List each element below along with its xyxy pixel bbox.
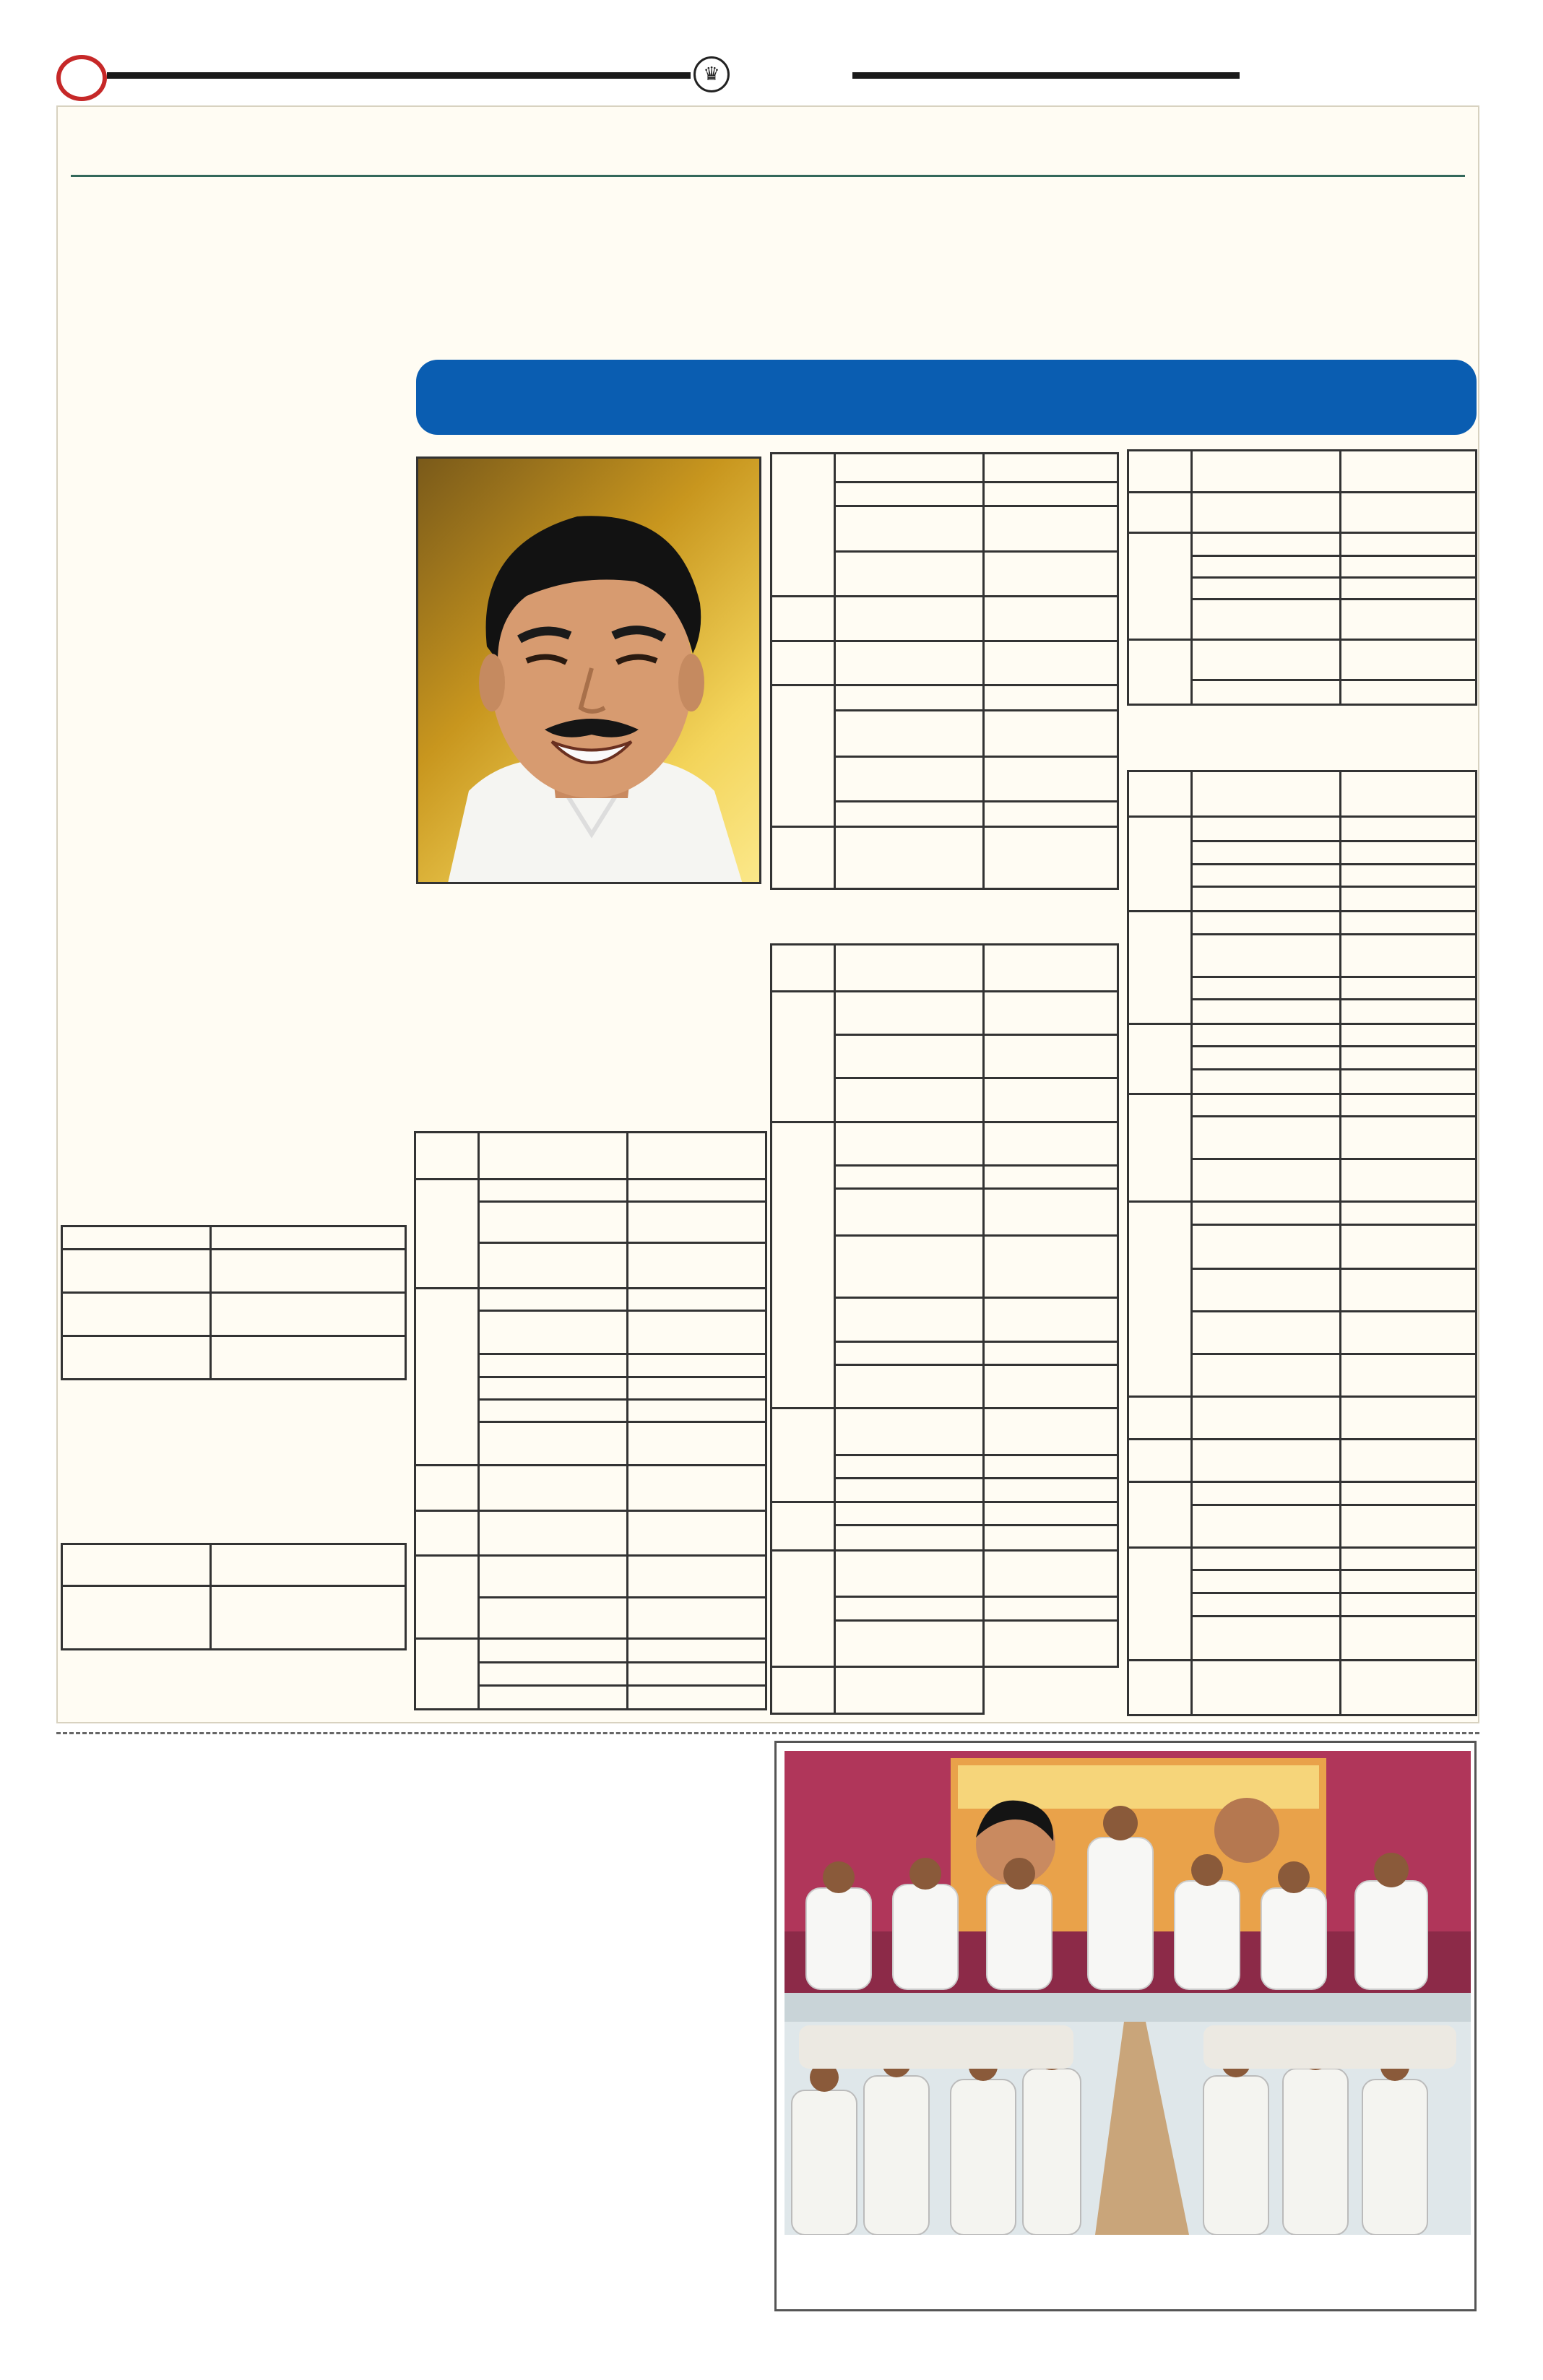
data-table-1 xyxy=(61,1225,407,1380)
data-table-7 xyxy=(1127,770,1477,1716)
header-rule-right xyxy=(852,72,1240,79)
data-table-2 xyxy=(61,1543,407,1650)
elephant-emblem-icon: ♛ xyxy=(693,56,730,92)
data-table-3 xyxy=(414,1131,767,1710)
portrait-image xyxy=(418,459,761,884)
data-table-6 xyxy=(1127,449,1477,706)
leader-portrait-photo xyxy=(416,456,761,884)
header-rule-left xyxy=(107,72,691,79)
page-number-marker xyxy=(56,55,107,101)
data-table-4 xyxy=(770,452,1119,890)
section-rule xyxy=(71,175,1465,177)
section-divider-dashed xyxy=(56,1732,1479,1734)
blue-banner xyxy=(416,360,1477,435)
data-table-5 xyxy=(770,943,1119,1715)
meeting-hall-photo xyxy=(785,1751,1471,2235)
meeting-photo-image xyxy=(785,1751,1471,2235)
